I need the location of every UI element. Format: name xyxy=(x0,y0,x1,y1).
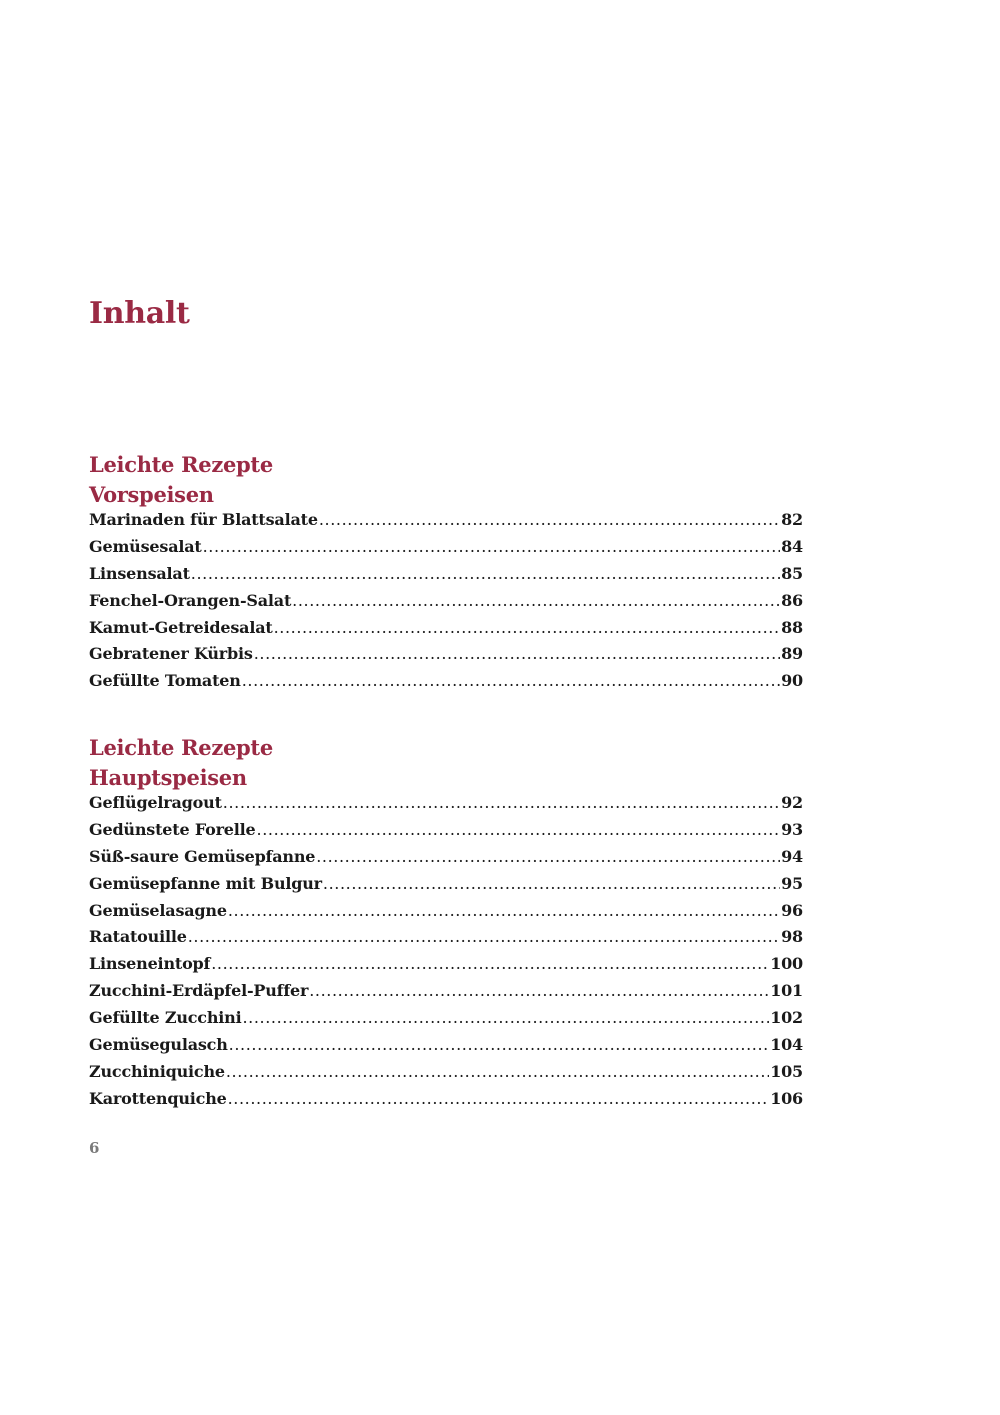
toc-entry[interactable] xyxy=(89,644,803,671)
toc-entry-page: 105 xyxy=(770,1061,803,1081)
toc-entry[interactable] xyxy=(89,847,803,874)
section-heading-line1: Leichte Rezepte xyxy=(89,452,273,477)
toc-entry-title: Zucchini-Erdäpfel-Puffer xyxy=(89,981,309,1001)
dot-leader xyxy=(188,927,780,946)
toc-entry[interactable] xyxy=(89,564,803,591)
toc-entry-page: 89 xyxy=(781,644,803,664)
toc-list xyxy=(89,510,803,698)
toc-entry-page: 88 xyxy=(781,617,803,637)
dot-leader xyxy=(228,901,780,920)
dot-leader xyxy=(229,1035,770,1054)
toc-entry-title: Gemüsegulasch xyxy=(89,1035,228,1055)
toc-entry-title: Gefüllte Tomaten xyxy=(89,671,241,691)
toc-entry-title: Fenchel-Orangen-Salat xyxy=(89,590,292,610)
dot-leader xyxy=(257,820,781,839)
toc-entry[interactable] xyxy=(89,537,803,564)
toc-entry-title: Gebratener Kürbis xyxy=(89,644,253,664)
toc-entry-page: 90 xyxy=(781,671,803,691)
toc-entry-page: 82 xyxy=(781,510,803,529)
toc-entry-title: Ratatouille xyxy=(89,927,187,947)
toc-entry-page: 95 xyxy=(781,873,803,893)
toc-entry-title: Geflügelragout xyxy=(89,793,222,812)
toc-entry-title: Gemüselasagne xyxy=(89,900,227,920)
dot-leader xyxy=(211,954,769,973)
dot-leader xyxy=(274,618,781,637)
toc-entry[interactable] xyxy=(89,954,803,981)
dot-leader xyxy=(228,1089,770,1108)
toc-section-vorspeisen xyxy=(89,450,803,698)
toc-entry-page: 92 xyxy=(781,793,803,812)
section-heading-line1: Leichte Rezepte xyxy=(89,735,273,760)
toc-entry-page: 85 xyxy=(781,563,803,583)
toc-entry-title: Gemüsesalat xyxy=(89,536,202,556)
toc-entry[interactable] xyxy=(89,591,803,618)
toc-entry-title: Gedünstete Forelle xyxy=(89,819,256,839)
toc-entry-page: 93 xyxy=(781,819,803,839)
toc-entry[interactable] xyxy=(89,510,803,537)
page-number: 6 xyxy=(89,1139,100,1157)
toc-entry-page: 86 xyxy=(781,590,803,610)
dot-leader xyxy=(319,510,780,529)
toc-entry[interactable] xyxy=(89,981,803,1008)
toc-entry[interactable] xyxy=(89,1008,803,1035)
toc-entry-title: Kamut-Getreidesalat xyxy=(89,617,273,637)
toc-entry-page: 104 xyxy=(770,1035,803,1055)
toc-entry[interactable] xyxy=(89,671,803,698)
dot-leader xyxy=(242,671,780,690)
dot-leader xyxy=(309,981,769,1000)
toc-entry-page: 94 xyxy=(781,846,803,866)
toc-list xyxy=(89,793,803,1116)
toc-entry[interactable] xyxy=(89,1062,803,1089)
toc-entry-title: Gemüsepfanne mit Bulgur xyxy=(89,873,322,893)
toc-entry[interactable] xyxy=(89,927,803,954)
toc-entry-title: Gefüllte Zucchini xyxy=(89,1008,242,1028)
toc-entry-page: 96 xyxy=(781,900,803,920)
toc-entry-title: Linsensalat xyxy=(89,563,190,583)
dot-leader xyxy=(226,1062,769,1081)
toc-entry[interactable] xyxy=(89,793,803,820)
toc-entry-title: Süß-saure Gemüsepfanne xyxy=(89,846,316,866)
dot-leader xyxy=(223,793,780,812)
dot-leader xyxy=(242,1008,769,1027)
toc-entry-title: Linseneintopf xyxy=(89,954,211,974)
toc-entry-page: 100 xyxy=(770,954,803,974)
dot-leader xyxy=(203,537,781,556)
section-heading xyxy=(89,450,803,510)
toc-entry-title: Zucchiniquiche xyxy=(89,1061,225,1081)
dot-leader xyxy=(316,847,780,866)
toc-entry[interactable] xyxy=(89,874,803,901)
section-heading xyxy=(89,733,803,793)
dot-leader xyxy=(191,564,780,583)
toc-entry[interactable] xyxy=(89,1089,803,1116)
page-title: Inhalt xyxy=(89,296,190,331)
section-heading-line2: Vorspeisen xyxy=(89,482,214,507)
toc-entry-page: 98 xyxy=(781,927,803,947)
toc-entry[interactable] xyxy=(89,901,803,928)
dot-leader xyxy=(292,591,780,610)
toc-entry-page: 102 xyxy=(770,1008,803,1028)
toc-entry-title: Karottenquiche xyxy=(89,1088,227,1108)
dot-leader xyxy=(323,874,780,893)
dot-leader xyxy=(254,644,780,663)
toc-entry-page: 101 xyxy=(770,981,803,1001)
toc-entry[interactable] xyxy=(89,618,803,645)
toc-entry-page: 106 xyxy=(770,1088,803,1108)
section-heading-line2: Hauptspeisen xyxy=(89,765,247,790)
toc-entry-page: 84 xyxy=(781,536,803,556)
toc-section-hauptspeisen xyxy=(89,733,803,1116)
toc-entry[interactable] xyxy=(89,1035,803,1062)
toc-entry-title: Marinaden für Blattsalate xyxy=(89,510,318,529)
toc-entry[interactable] xyxy=(89,820,803,847)
